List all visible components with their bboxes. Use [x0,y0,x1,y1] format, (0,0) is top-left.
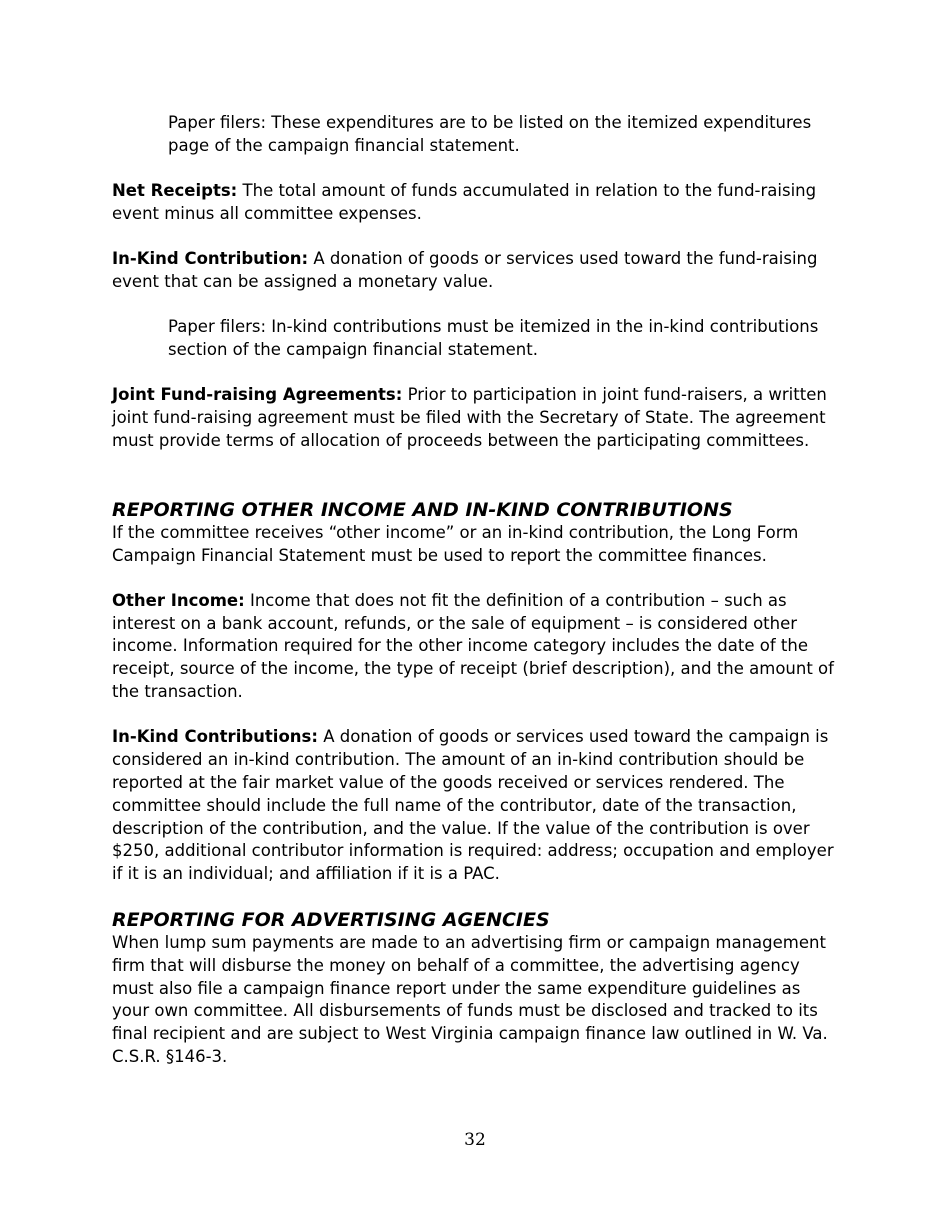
in-kind-contributions-definition [112,726,840,886]
other-income-term: Other Income: [112,590,245,610]
net-receipts-term: Net Receipts: [112,181,238,201]
other-income-section-intro: If the committee receives “other income” or an in-kind contribution, the Long Form Campaign Financial Statement must be used to report the committee finances. [112,522,799,565]
paper-filers-expenditures-note: Paper filers: These expenditures are to be listed on the itemized expenditures page of the campaign financial statement. [168,113,812,155]
other-income-definition [112,590,840,704]
other-income-section-heading: REPORTING OTHER INCOME AND IN-KIND CONTRIBUTIONS [112,498,733,521]
page-number: 32 [464,1130,486,1150]
in-kind-contributions-text: A donation of goods or services used toward the campaign is considered an in-kind contribution. The amount of an in-kind contribution should be reported at the fair market value of the goods received or services rendered. The committee should include the full name of the contributor, date of the transaction, description of the contribution, and the value. If the value of the contribution is over $250, additional contributor information is required: address; occupation and employer if it is an individual; and affiliation if it is a PAC. [112,727,834,884]
in-kind-contribution-text: A donation of goods or services used toward the fund-raising event that can be assigned a monetary value. [112,249,818,291]
in-kind-contribution-term: In-Kind Contribution: [112,249,309,269]
in-kind-contributions-term: In-Kind Contributions: [112,727,318,747]
advertising-section-text: When lump sum payments are made to an advertising firm or campaign management firm that will disburse the money on behalf of a committee, the advertising agency must also file a campaign finance report under the same expenditure guidelines as your own committee. All disbursements of funds must be disclosed and tracked to its final recipient and are subject to West Virginia campaign finance law outlined in W. Va. C.S.R. §146-3. [112,932,828,1066]
joint-fundraising-term: Joint Fund-raising Agreements: [112,385,403,405]
paper-filers-in-kind-note: Paper filers: In-kind contributions must be itemized in the in-kind contributions section of the campaign financial statement. [168,317,819,360]
joint-fundraising-definition [112,384,840,452]
other-income-text: Income that does not fit the definition of a contribution – such as interest on a bank account, refunds, or the sale of equipment – is considered other income. Information required for the other income category includes the date of the receipt, source of the income, the type of receipt (brief description), and the amount of the transaction. [112,590,834,702]
net-receipts-text: The total amount of funds accumulated in relation to the fund-raising event minus all committee expenses. [112,181,817,223]
joint-fundraising-text: Prior to participation in joint fund-raisers, a written joint fund-raising agreement must be filed with the Secretary of State. The agreement must provide terms of allocation of proceeds between the participating committees. [112,385,827,450]
document-page [112,112,840,1069]
advertising-section-heading: REPORTING FOR ADVERTISING AGENCIES [112,908,550,931]
net-receipts-definition [112,180,840,226]
in-kind-contribution-definition [112,248,840,294]
